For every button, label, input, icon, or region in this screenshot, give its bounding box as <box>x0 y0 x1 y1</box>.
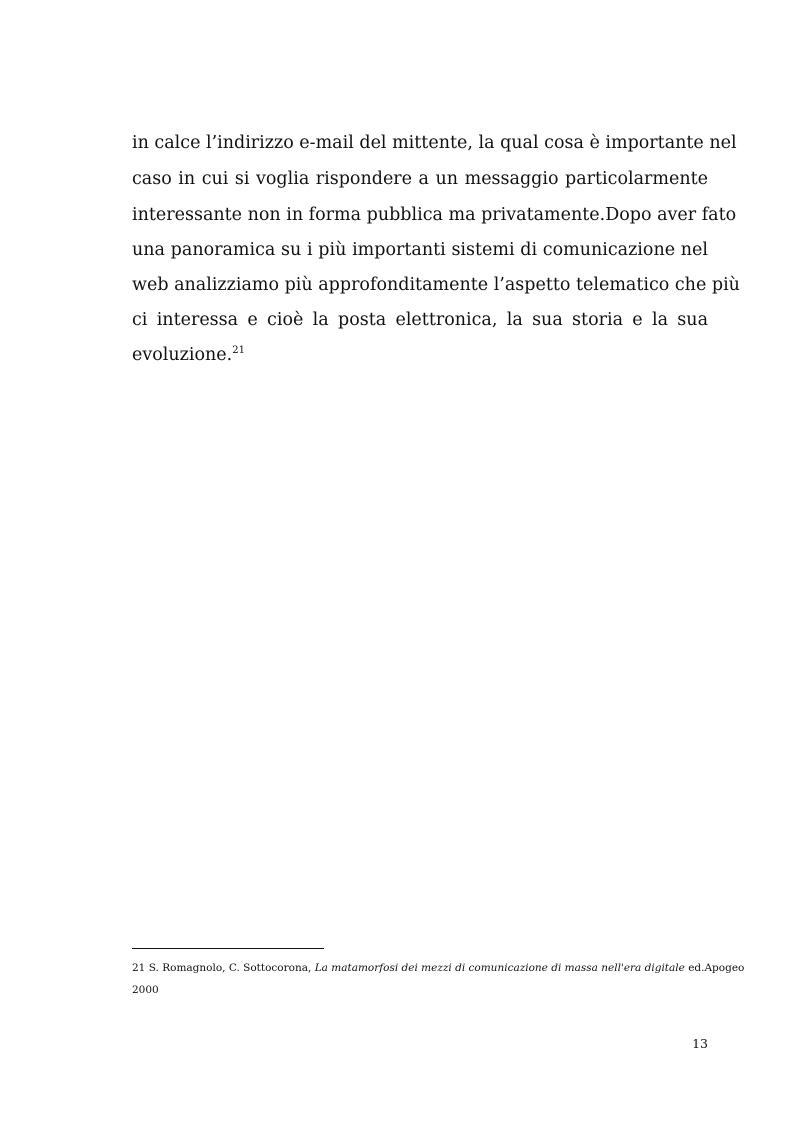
body-text-line: in calce l’indirizzo e-mail del mittente, la qual cosa è importante nel <box>132 133 737 153</box>
footnote-number: 21 <box>132 962 146 974</box>
body-text-line: ci interessa e cioè la posta elettronica, la sua storia e la sua <box>132 310 708 330</box>
page-number: 13 <box>692 1036 708 1051</box>
body-text-last-line <box>132 344 708 366</box>
footnote <box>132 961 745 975</box>
footnote-authors: S. Romagnolo, C. Sottocorona, <box>148 962 312 974</box>
footnote-title: La matamorfosi dei mezzi di comunicazione di massa nell'era digitale <box>314 962 685 974</box>
body-text-line: una panoramica su i più importanti sistemi di comunicazione nel <box>132 240 708 260</box>
body-text-line: interessante non in forma pubblica ma privatamente.Dopo aver fato <box>132 205 737 225</box>
body-text-line: evoluzione. <box>132 345 233 365</box>
body-text-line: caso in cui si voglia rispondere a un messaggio particolarmente <box>132 169 708 189</box>
body-text-line: web analizziamo più approfonditamente l’aspetto telematico che più <box>132 275 740 295</box>
footnote-separator <box>132 948 324 949</box>
footnote-year: 2000 <box>132 984 159 996</box>
footnote-reference[interactable]: 21 <box>232 345 245 356</box>
footnote-publisher: ed.Apogeo <box>688 962 745 974</box>
